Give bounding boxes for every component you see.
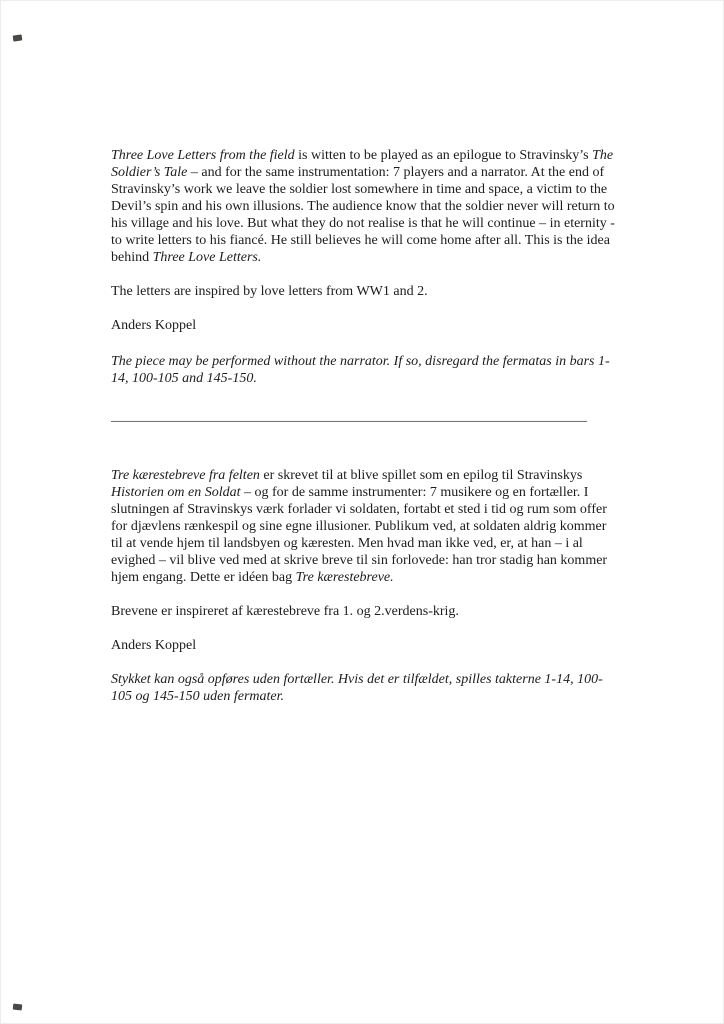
scan-artifact-top-left — [13, 34, 23, 41]
text-run-italic: Historien om en Soldat — [111, 485, 241, 500]
paragraph-danish-intro — [111, 467, 617, 586]
paragraph-english-intro — [111, 147, 617, 266]
text-run-italic: Three Love Letters. — [152, 250, 262, 265]
text-run-italic: Tre kærestebreve fra felten — [111, 468, 260, 483]
text-run: – og for de samme instrumenter: 7 musikere og en fortæller. I slutningen af Stravinskys værk forlader vi soldaten, fortabt et sted i tid og rum som offer for djævlens rænkespil og sine egne illusioner. Publikum ved, at soldaten aldrig kommer til at vende hjem til landsbyen og kæresten. Men hvad man ikke ved, er, at han – i al evighed – vil blive ved med at skrive breve til sin forlovede: han tror stadig han kommer hjem engang. Dette er idéen bag — [111, 485, 608, 585]
text-run: er skrevet til at blive spillet som en epilog til Stravinskys — [259, 468, 583, 483]
danish-author: Anders Koppel — [111, 638, 197, 653]
danish-performance-note: Stykket kan også opføres uden fortæller. Hvis det er tilfældet, spilles takterne 1-14, 100-105 og 145-150 uden fermater. — [111, 672, 603, 704]
text-run: is witten to be played as an epilogue to Stravinsky’s — [294, 148, 593, 163]
text-run-italic: Tre kærestebreve. — [295, 570, 394, 585]
content-column — [111, 147, 617, 722]
text-run-italic: Three Love Letters from the field — [111, 148, 295, 163]
danish-inspiration-line: Brevene er inspireret af kærestebreve fra 1. og 2.verdens-krig. — [111, 604, 459, 619]
english-author: Anders Koppel — [111, 318, 197, 333]
scan-artifact-bottom-left — [13, 1004, 23, 1011]
english-performance-note: The piece may be performed without the narrator. If so, disregard the fermatas in bars 1-14, 100-105 and 145-150. — [111, 354, 610, 386]
text-run: – and for the same instrumentation: 7 players and a narrator. At the end of Stravinsky’s work we leave the soldier lost somewhere in time and space, a victim to the Devil’s spin and his own illusions. The audience know that the soldier never will return to his village and his love. But what they do not realise is that he will continue – in eternity - to write letters to his fiancé. He still believes he will come home after all. This is the idea behind — [111, 165, 615, 265]
text-run-italic: The Soldier’s Tale — [111, 148, 614, 180]
section-divider: ____________________________________________________________________ — [111, 409, 587, 424]
english-inspiration-line: The letters are inspired by love letters from WW1 and 2. — [111, 284, 428, 299]
